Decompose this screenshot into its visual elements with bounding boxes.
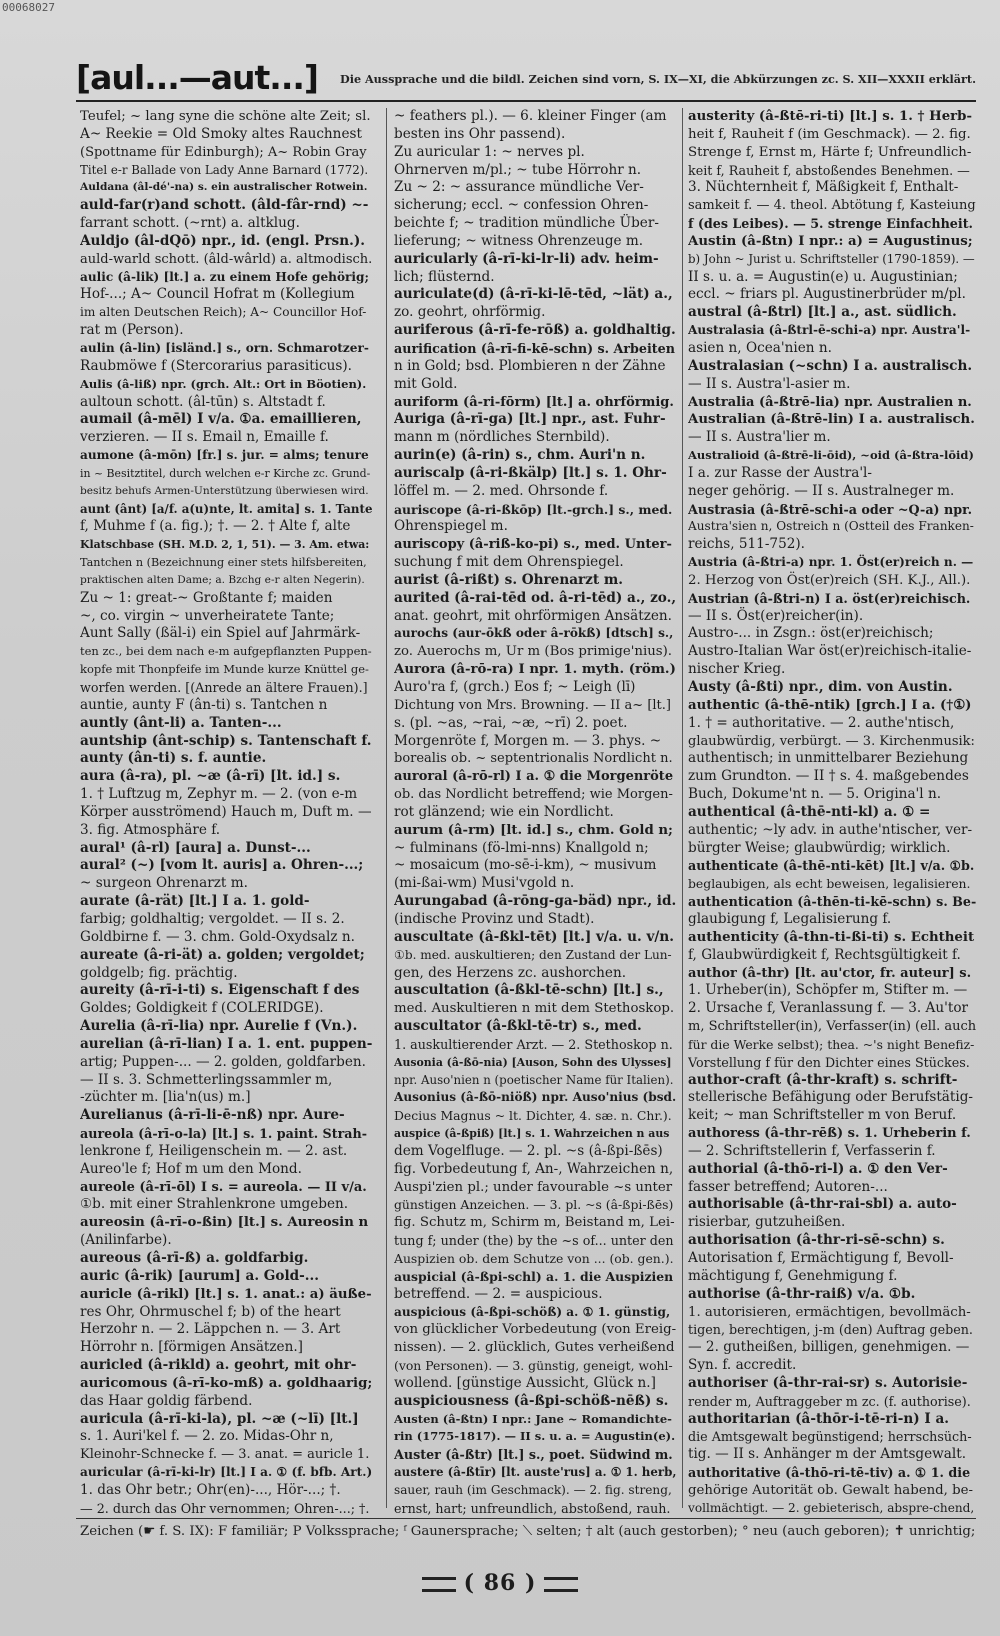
entry-line: sicherung; eccl. ~ confession Ohren- xyxy=(394,197,649,214)
entry-line: löffel m. — 2. med. Ohrsonde f. xyxy=(394,482,609,499)
entry-line: auricular (â-rī-ki-lr) [lt.] I a. ① (f. bfb. Art.) xyxy=(80,1465,372,1480)
entry-line: -züchter m. [lia'n(us) m.] xyxy=(80,1089,251,1106)
entry-line: farbig; goldhaltig; vergoldet. — II s. 2. xyxy=(80,910,345,927)
entry-line: tig. — II s. Anhänger m der Amtsgewalt. xyxy=(688,1446,967,1463)
entry-line: betreffend. — 2. = auspicious. xyxy=(394,1285,603,1302)
entry-line: Tantchen n (Bezeichnung einer stets hilfsbereiten, xyxy=(80,556,367,570)
entry-line: tigen, berechtigen, j-m (den) Auftrag geben. xyxy=(688,1322,973,1338)
entry-line: Aurungabad (â-rōng-ga-bäd) npr., id. xyxy=(394,893,676,910)
entry-line: rin (1775-1817). — II s. u. a. = Augustin(e). xyxy=(394,1429,676,1444)
entry-line: 1. Urheber(in), Schöpfer m, Stifter m. — xyxy=(688,982,968,999)
entry-line: 1. † Luftzug m, Zephyr m. — 2. (von e-m xyxy=(80,786,358,803)
entry-line: beichte f; ~ tradition mündliche Über- xyxy=(394,215,659,232)
entry-line: zo. Auerochs m, Ur m (Bos primige'nius). xyxy=(394,644,673,660)
entry-line: ①b. med. auskultieren; den Zustand der Lun- xyxy=(394,947,672,962)
entry-line: — II s. Austra'lier m. xyxy=(688,429,831,446)
entry-line: b) John ~ Jurist u. Schriftsteller (1790-1859). — xyxy=(688,251,975,266)
entry-line: auriculate(d) (â-rī-ki-lē-tēd, ~lät) a., xyxy=(394,286,673,303)
entry-line: auntie, aunty F (ân-ti) s. Tantchen n xyxy=(80,696,328,713)
entry-line: auriferous (â-rī-fe-rōß) a. goldhaltig. xyxy=(394,322,676,339)
entry-line: Aunt Sally (ßäl-i) ein Spiel auf Jahrmärk- xyxy=(80,625,361,642)
entry-line: ob. das Nordlicht betreffend; wie Morgen- xyxy=(394,787,673,803)
entry-line: anat. geohrt, mit ohrförmigen Ansätzen. xyxy=(394,607,672,624)
entry-line: Vorstellung f für den Dichter eines Stückes. xyxy=(688,1054,970,1070)
entry-line: Auspizien ob. dem Schutze von ... (ob. gen.). xyxy=(394,1251,674,1266)
page-number-row: ( 86 ) xyxy=(0,1570,1000,1596)
entry-line: austerity (â-ßtē-ri-ti) [lt.] s. 1. † Herb- xyxy=(688,109,972,124)
entry-line: Ohrnerven m/pl.; ~ tube Hörrohr n. xyxy=(394,161,642,178)
entry-line: heit f, Rauheit f (im Geschmack). — 2. fig. xyxy=(688,126,971,142)
entry-line: Ausonia (â-ßō-nia) [Auson, Sohn des Ulysses] xyxy=(394,1055,672,1069)
entry-line: Zu ~ 2: ~ assurance mündliche Ver- xyxy=(394,179,644,196)
footer-divider xyxy=(76,1518,976,1519)
entry-line: ~, co. virgin ~ unverheiratete Tante; xyxy=(80,607,335,624)
entry-line: authorise (â-thr-raiß) v/a. ①b. xyxy=(688,1285,916,1302)
entry-line: mächtigung f, Genehmigung f. xyxy=(688,1267,898,1284)
entry-line: — II s. Austra'l-asier m. xyxy=(688,375,851,392)
entry-line: Klatschbase (SH. M.D. 2, 1, 51). — 3. Am. etwa: xyxy=(80,538,370,552)
entry-line: Austrian (â-ßtri-n) I a. öst(er)reichisch. xyxy=(688,590,971,606)
entry-line: austral (â-ßtrl) [lt.] a., ast. südlich. xyxy=(688,304,957,321)
entry-line: auric (â-rik) [aurum] a. Gold-... xyxy=(80,1267,319,1284)
entry-line: 3. Nüchternheit f, Mäßigkeit f, Enthalt- xyxy=(688,179,959,196)
entry-line: ~ feathers pl.). — 6. kleiner Finger (am xyxy=(394,108,667,124)
entry-line: aura (â-ra), pl. ~æ (â-rī) [lt. id.] s. xyxy=(80,768,341,785)
entry-line: Aureo'le f; Hof m um den Mond. xyxy=(80,1160,302,1177)
entry-line: Hof-...; A~ Council Hofrat m (Kollegium xyxy=(80,286,355,303)
entry-line: res Ohr, Ohrmuschel f; b) of the heart xyxy=(80,1303,341,1320)
entry-line: aureosin (â-rī-o-ßin) [lt.] s. Aureosin n xyxy=(80,1215,369,1231)
entry-line: auscultation (â-ßkl-tē-schn) [lt.] s., xyxy=(394,982,664,999)
decorative-bar xyxy=(544,1577,578,1592)
entry-line: aural¹ (â-rl) [aura] a. Dunst-... xyxy=(80,839,311,856)
entry-line: Austen (â-ßtn) I npr.: Jane ~ Romandichte- xyxy=(394,1411,672,1426)
entry-line: — 2. Schriftstellerin f, Verfasserin f. xyxy=(688,1142,936,1159)
entry-line: m, Schriftsteller(in), Verfasser(in) (ell. auch xyxy=(688,1019,976,1035)
entry-line: 1. das Ohr betr.; Ohr(en)-..., Hör-...; †. xyxy=(80,1481,341,1498)
entry-line: Aurora (â-rō-ra) I npr. 1. myth. (röm.) xyxy=(394,662,676,678)
entry-line: aureole (â-rī-ōl) I s. = aureola. — II v/a. xyxy=(80,1179,367,1195)
entry-line: Buch, Dokume'nt n. — 5. Origina'l n. xyxy=(688,786,942,803)
entry-line: authenticity (â-thn-ti-ßi-ti) s. Echtheit xyxy=(688,929,975,945)
entry-line: author (â-thr) [lt. au'ctor, fr. auteur] s. xyxy=(688,965,972,981)
entry-line: stellerische Befähigung oder Berufstätig- xyxy=(688,1089,974,1106)
entry-line: authorial (â-thō-ri-l) a. ① den Ver- xyxy=(688,1160,948,1177)
entry-line: Aulis (â-liß) npr. (grch. Alt.: Ort in Böotien). xyxy=(80,376,367,391)
entry-line: aurelian (â-rī-lian) I a. 1. ent. puppen- xyxy=(80,1035,372,1052)
entry-line: ~ mosaicum (mo-sē-i-km), ~ musivum xyxy=(394,857,657,874)
entry-line: Austro-... in Zsgn.: öst(er)reichisch; xyxy=(688,625,934,642)
entry-line: aurum (â-rm) [lt. id.] s., chm. Gold n; xyxy=(394,822,673,838)
entry-line: samkeit f. — 4. theol. Abtötung f, Kasteiung xyxy=(688,198,976,214)
entry-line: I a. zur Rasse der Austra'l- xyxy=(688,464,873,481)
entry-line: aunty (ân-ti) s. f. auntie. xyxy=(80,750,267,767)
scan-id: 00068027 xyxy=(2,1,55,14)
entry-line: aurochs (aur-ōkß oder â-rōkß) [dtsch] s., xyxy=(394,626,674,641)
entry-line: farrant schott. (~rnt) a. altklug. xyxy=(80,215,300,232)
entry-line: suchung f mit dem Ohrenspiegel. xyxy=(394,554,624,571)
entry-line: ~ surgeon Ohrenarzt m. xyxy=(80,875,248,892)
entry-line: Austra'sien n, Ostreich n (Ostteil des Franken- xyxy=(688,519,974,534)
entry-line: Auldjo (âl-dQō) npr., id. (engl. Prsn.). xyxy=(80,232,365,249)
entry-line: auscultator (â-ßkl-tē-tr) s., med. xyxy=(394,1018,642,1035)
entry-line: worfen werden. [(Anrede an ältere Frauen).] xyxy=(80,680,368,695)
entry-line: aurited (â-rai-tēd od. â-ri-tēd) a., zo., xyxy=(394,589,676,606)
entry-line: borealis ob. ~ septentrionalis Nordlicht n. xyxy=(394,751,673,767)
column-1 xyxy=(80,108,372,1518)
entry-line: Ausonius (â-ßō-niöß) npr. Auso'nius (bsd. xyxy=(394,1090,676,1105)
entry-line: austere (â-ßtīr) [lt. auste'rus] a. ① 1. herb, xyxy=(394,1465,676,1480)
entry-line: II s. u. a. = Augustin(e) u. Augustinian; xyxy=(688,268,958,285)
entry-line: 3. fig. Atmosphäre f. xyxy=(80,821,221,838)
entry-line: risierbar, gutzuheißen. xyxy=(688,1214,846,1231)
entry-line: ~ fulminans (fö-lmi-nns) Knallgold n; xyxy=(394,839,649,856)
entry-line: in ~ Besitztitel, durch welchen e-r Kirche zc. Grund- xyxy=(80,466,371,480)
entry-line: f, Muhme f (a. fig.); †. — 2. † Alte f, alte xyxy=(80,518,351,535)
entry-line: zo. geohrt, ohrförmig. xyxy=(394,304,546,321)
entry-line: (mi-ßai-wm) Musi'vgold n. xyxy=(394,875,575,892)
entry-line: authentication (â-thēn-ti-kē-schn) s. Be- xyxy=(688,894,976,910)
entry-line: n in Gold; bsd. Plombieren n der Zähne xyxy=(394,357,666,374)
entry-line: beglaubigen, als echt beweisen, legalisieren. xyxy=(688,876,971,892)
entry-line: Auldana (âl-dé'-na) s. ein australischer Rotwein. xyxy=(80,181,368,194)
entry-line: vollmächtigt. — 2. gebieterisch, abspre-chend, xyxy=(688,1500,975,1515)
entry-line: goldgelb; fig. prächtig. xyxy=(80,964,238,981)
entry-line: authentisch; in unmittelbarer Beziehung xyxy=(688,750,969,767)
entry-line: Aurelianus (â-rī-li-ē-nß) npr. Aure- xyxy=(80,1107,345,1124)
column-divider xyxy=(386,108,387,1508)
entry-line: auriscalp (â-ri-ßkälp) [lt.] s. 1. Ohr- xyxy=(394,464,667,481)
entry-line: Auriga (â-rī-ga) [lt.] npr., ast. Fuhr- xyxy=(394,411,666,428)
entry-line: nischer Krieg. xyxy=(688,661,786,678)
entry-line: auricle (â-rikl) [lt.] s. 1. anat.: a) äuße- xyxy=(80,1286,372,1302)
entry-line: lich; flüsternd. xyxy=(394,268,495,285)
entry-line: Autorisation f, Ermächtigung f, Bevoll- xyxy=(688,1250,954,1266)
entry-line: glaubwürdig, verbürgt. — 3. Kirchenmusik: xyxy=(688,733,975,749)
entry-line: aultoun schott. (âl-tūn) s. Altstadt f. xyxy=(80,393,326,410)
entry-line: verzieren. — II s. Email n, Emaille f. xyxy=(80,429,329,446)
entry-line: auriscopy (â-riß-ko-pi) s., med. Unter- xyxy=(394,537,672,553)
entry-line: für die Werke selbst); thea. ~'s night Benefiz- xyxy=(688,1036,975,1052)
entry-line: aumail (â-mēl) I v/a. ①a. emaillieren, xyxy=(80,411,362,428)
entry-line: — 2. gutheißen, billigen, genehmigen. — xyxy=(688,1339,970,1356)
entry-line: ①b. mit einer Strahlenkrone umgeben. xyxy=(80,1196,349,1213)
entry-line: 1. autorisieren, ermächtigen, bevollmäch- xyxy=(688,1304,971,1320)
entry-line: zum Grundton. — II † s. 4. maßgebendes xyxy=(688,768,969,785)
entry-line: aureity (â-rī-i-ti) s. Eigenschaft f des xyxy=(80,982,360,999)
entry-line: — 2. durch das Ohr vernommen; Ohren-...; †. xyxy=(80,1500,370,1516)
entry-line: authoress (â-thr-rēß) s. 1. Urheberin f. xyxy=(688,1126,971,1142)
entry-line: Austy (â-ßti) npr., dim. von Austin. xyxy=(688,679,953,695)
entry-line: npr. Auso'nien n (poetischer Name für Italien). xyxy=(394,1072,674,1087)
entry-line: s. (pl. ~as, ~rai, ~æ, ~rī) 2. poet. xyxy=(394,714,628,731)
entry-line: das Haar goldig färbend. xyxy=(80,1392,253,1409)
entry-line: aurin(e) (â-rin) s., chm. Auri'n n. xyxy=(394,447,646,464)
entry-line: Ohrenspiegel m. xyxy=(394,518,508,535)
entry-line: günstigen Anzeichen. — 3. pl. ~s (â-ßpi-ßēs) xyxy=(394,1197,674,1213)
entry-line: Raubmöwe f (Stercorarius parasiticus). xyxy=(80,357,352,374)
column-divider xyxy=(682,108,683,1508)
entry-line: Dichtung von Mrs. Browning. — II a~ [lt.] xyxy=(394,697,671,713)
entry-line: Australian (â-ßtrē-lin) I a. australisch. xyxy=(688,412,975,428)
entry-line: authoriser (â-thr-rai-sr) s. Autorisie- xyxy=(688,1374,968,1391)
entry-line: 1. † = authoritative. — 2. authe'ntisch, xyxy=(688,714,955,731)
entry-line: 1. auskultierender Arzt. — 2. Stethoskop n. xyxy=(394,1036,673,1052)
entry-line: auspicial (â-ßpi-schl) a. 1. die Auspizien xyxy=(394,1268,674,1284)
entry-line: — II s. Öst(er)reicher(in). xyxy=(688,607,864,624)
entry-line: Goldbirne f. — 3. chm. Gold-Oxydsalz n. xyxy=(80,928,355,945)
entry-line: 2. Herzog von Öst(er)reich (SH. K.J., All.). xyxy=(688,572,971,588)
entry-line: keit; ~ man Schriftsteller m von Beruf. xyxy=(688,1107,957,1124)
entry-line: die Amtsgewalt begünstigend; herrschsüch- xyxy=(688,1429,972,1445)
entry-line: (indische Provinz und Stadt). xyxy=(394,910,595,927)
entry-line: auspicious (â-ßpi-schöß) a. ① 1. günstig, xyxy=(394,1304,671,1319)
entry-line: glaubigung f, Legalisierung f. xyxy=(688,910,892,927)
entry-line: auricomous (â-rī-ko-mß) a. goldhaarig; xyxy=(80,1375,372,1391)
entry-line: Körper ausströmend) Hauch m, Duft m. — xyxy=(80,803,372,820)
entry-line: authorisable (â-thr-rai-sbl) a. auto- xyxy=(688,1196,957,1213)
entry-line: aumone (â-mōn) [fr.] s. jur. = alms; tenure xyxy=(80,448,369,463)
entry-line: (Anilinfarbe). xyxy=(80,1232,172,1249)
entry-line: authoritative (â-thō-ri-tē-tiv) a. ① 1. die xyxy=(688,1465,971,1481)
entry-line: Australasia (â-ßtrl-ē-schi-a) npr. Austra'l- xyxy=(688,323,971,338)
entry-line: Australasian (~schn) I a. australisch. xyxy=(688,357,973,374)
entry-line: render m, Auftraggeber m zc. (f. authorise). xyxy=(688,1393,971,1409)
entry-line: praktischen alten Dame; a. Bzchg e-r alten Negerin). xyxy=(80,573,365,586)
entry-line: — II s. 3. Schmetterlingssammler m, xyxy=(80,1071,333,1088)
entry-line: auricularly (â-rī-ki-lr-li) adv. heim- xyxy=(394,250,659,267)
entry-line: Australioid (â-ßtrē-li-ōid), ~oid (â-ßtra-lōid) xyxy=(688,448,974,463)
entry-line: aurification (â-rī-fi-kē-schn) s. Arbeiten xyxy=(394,340,675,356)
entry-line: aulin (â-lin) [isländ.] s., orn. Schmarotzer- xyxy=(80,340,369,355)
entry-line: aureous (â-rī-ß) a. goldfarbig. xyxy=(80,1250,309,1266)
column-3 xyxy=(688,108,976,1518)
entry-line: Austrasia (â-ßtrē-schi-a oder ~Q-a) npr. xyxy=(688,501,972,517)
entry-line: besitz behufs Armen-Unterstützung überwiesen wird. xyxy=(80,484,369,497)
entry-line: nissen). — 2. glücklich, Gutes verheißend xyxy=(394,1340,675,1356)
entry-line: fig. Vorbedeutung f, An-, Wahrzeichen n, xyxy=(394,1160,674,1177)
entry-line: f, Glaubwürdigkeit f, Rechtsgültigkeit f. xyxy=(688,946,961,963)
entry-line: von glücklicher Vorbedeutung (von Ereig- xyxy=(394,1322,676,1338)
entry-line: gehörige Autorität ob. Gewalt habend, be- xyxy=(688,1482,974,1498)
entry-line: Teufel; ~ lang syne die schöne alte Zeit; sl. xyxy=(80,109,371,124)
entry-line: authentic (â-thē-ntik) [grch.] I a. (†①) xyxy=(688,697,972,713)
entry-line: auriform (â-ri-fōrm) [lt.] a. ohrförmig. xyxy=(394,394,674,410)
entry-line: auscultate (â-ßkl-tēt) [lt.] v/a. u. v/n. xyxy=(394,928,674,945)
entry-line: auspice (â-ßpiß) [lt.] s. 1. Wahrzeichen n aus xyxy=(394,1127,670,1141)
entry-line: auspiciousness (â-ßpi-schöß-nēß) s. xyxy=(394,1392,669,1409)
entry-line: gen, des Herzens zc. aushorchen. xyxy=(394,964,627,981)
entry-line: lieferung; ~ witness Ohrenzeuge m. xyxy=(394,232,644,249)
entry-line: auroral (â-rō-rl) I a. ① die Morgenröte xyxy=(394,769,674,785)
entry-line: eccl. ~ friars pl. Augustinerbrüder m/pl. xyxy=(688,286,966,303)
entry-line: Austin (â-ßtn) I npr.: a) = Augustinus; xyxy=(688,233,973,249)
entry-line: Aurelia (â-rī-lia) npr. Aurelie f (Vn.). xyxy=(80,1018,358,1035)
entry-line: auriscope (â-ri-ßkōp) [lt.-grch.] s., med. xyxy=(394,501,673,517)
page-number: 86 xyxy=(483,1570,517,1596)
entry-line: s. 1. Auri'kel f. — 2. zo. Midas-Ohr n, xyxy=(80,1428,334,1445)
header-note: Die Aussprache und die bildl. Zeichen sind vorn, S. IX—XI, die Abkürzungen zc. S. XII—XXXII erklärt. xyxy=(340,72,976,86)
entry-line: auntship (ânt-schip) s. Tantenschaft f. xyxy=(80,732,372,749)
entry-line: Herzohr n. — 2. Läppchen n. — 3. Art xyxy=(80,1321,341,1338)
entry-line: wollend. [günstige Aussicht, Glück n.] xyxy=(394,1374,656,1391)
entry-line: Kleinohr-Schnecke f. — 3. anat. = auricle 1. xyxy=(80,1447,370,1463)
entry-line: Strenge f, Ernst m, Härte f; Unfreundlich- xyxy=(688,144,972,160)
entry-line: mit Gold. xyxy=(394,375,458,392)
entry-line: im alten Deutschen Reich); A~ Councillor Hof- xyxy=(80,305,367,320)
entry-line: rat m (Person). xyxy=(80,322,184,339)
entry-line: auricled (â-rikld) a. geohrt, mit ohr- xyxy=(80,1357,357,1374)
entry-line: auricula (â-rī-ki-la), pl. ~æ (~lī) [lt.] xyxy=(80,1410,359,1427)
entry-line: Auster (â-ßtr) [lt.] s., poet. Südwind m. xyxy=(394,1447,673,1463)
entry-line: auntly (ânt-li) a. Tanten-... xyxy=(80,714,282,731)
entry-line: Goldes; Goldigkeit f (COLERIDGE). xyxy=(80,1000,324,1017)
entry-line: Auspi'zien pl.; under favourable ~s unter xyxy=(394,1179,673,1195)
entry-line: fasser betreffend; Autoren-... xyxy=(688,1178,888,1195)
entry-line: rot glänzend; wie ein Nordlicht. xyxy=(394,803,614,820)
entry-line: dem Vogelfluge. — 2. pl. ~s (â-ßpi-ßēs) xyxy=(394,1142,663,1159)
entry-line: bürgter Weise; glaubwürdig; wirklich. xyxy=(688,839,951,856)
entry-line: fig. Schutz m, Schirm m, Beistand m, Lei- xyxy=(394,1215,675,1231)
entry-line: mann m (nördliches Sternbild). xyxy=(394,429,610,446)
entry-line: Decius Magnus ~ lt. Dichter, 4. sæ. n. Chr.). xyxy=(394,1108,672,1124)
entry-line: 2. Ursache f, Veranlassung f. — 3. Au'tor xyxy=(688,1000,969,1017)
entry-line: authorisation (â-thr-ri-sē-schn) s. xyxy=(688,1232,945,1249)
entry-line: Zu ~ 1: great-~ Großtante f; maiden xyxy=(80,589,333,606)
entry-line: Zu auricular 1: ~ nerves pl. xyxy=(394,143,585,160)
entry-line: tung f; under (the) by the ~s of... unter den xyxy=(394,1233,674,1249)
entry-line: reichs, 511-752). xyxy=(688,536,805,553)
entry-line: Austria (â-ßtri-a) npr. 1. Öst(er)reich n. — xyxy=(688,555,974,570)
entry-line: aureate (â-ri-ät) a. golden; vergoldet; xyxy=(80,946,365,963)
entry-line: authenticate (â-thē-nti-kēt) [lt.] v/a. ①b. xyxy=(688,858,975,874)
entry-line: authoritarian (â-thōr-i-tē-ri-n) I a. xyxy=(688,1410,950,1427)
entry-line: aurist (â-rißt) s. Ohrenarzt m. xyxy=(394,571,624,588)
entry-line: Titel e-r Ballade von Lady Anne Barnard (1772). xyxy=(80,162,369,177)
page-header xyxy=(76,58,976,102)
entry-line: Australia (â-ßtrē-lia) npr. Australien n. xyxy=(688,394,972,410)
entry-line: auld-far(r)and schott. (âld-fâr-rnd) ~- xyxy=(80,197,369,214)
entry-line: besten ins Ohr passend). xyxy=(394,125,566,142)
entry-line: f (des Leibes). — 5. strenge Einfachheit. xyxy=(688,216,973,232)
entry-line: author-craft (â-thr-kraft) s. schrift- xyxy=(688,1071,958,1088)
entry-line: artig; Puppen-... — 2. golden, goldfarben. xyxy=(80,1053,366,1070)
entry-line: Hörrohr n. [förmigen Ansätzen.] xyxy=(80,1339,303,1356)
entry-line: authentical (â-thē-nti-kl) a. ① = xyxy=(688,803,931,820)
symbol-legend: Zeichen (☛ f. S. IX): F familiär; P Volkssprache; ᶠ Gaunersprache; ⟍ selten; † alt (auch gestorben); ° neu (auch geboren); ✝ unrichtig; xyxy=(80,1524,976,1539)
entry-line: Austro-Italian War öst(er)reichisch-italie- xyxy=(688,643,972,660)
column-2 xyxy=(394,108,676,1518)
entry-line: asien n, Ocea'nien n. xyxy=(688,339,832,356)
entry-line: med. Auskultieren n mit dem Stethoskop. xyxy=(394,1001,675,1017)
header-keyword: [aul...—aut...] xyxy=(76,58,318,97)
entry-line: aurate (â-rät) [lt.] I a. 1. gold- xyxy=(80,893,310,910)
entry-line: (von Personen). — 3. günstig, geneigt, wohl- xyxy=(394,1358,673,1374)
entry-line: Auro'ra f, (grch.) Eos f; ~ Leigh (lī) xyxy=(394,679,636,695)
decorative-bar xyxy=(422,1577,456,1592)
entry-line: aulic (â-lik) [lt.] a. zu einem Hofe gehörig; xyxy=(80,269,369,284)
entry-line: lenkrone f, Heiligenschein m. — 2. ast. xyxy=(80,1142,348,1159)
entry-line: ten zc., bei dem nach e-m aufgepflanzten Puppen- xyxy=(80,644,372,659)
entry-line: Syn. f. accredit. xyxy=(688,1357,797,1374)
entry-line: aural² (~) [vom lt. auris] a. Ohren-...; xyxy=(80,857,364,874)
entry-line: authentic; ~ly adv. in authe'ntischer, ver- xyxy=(688,821,973,838)
entry-line: aureola (â-rī-o-la) [lt.] s. 1. paint. Strah- xyxy=(80,1126,367,1142)
entry-line: aunt (ânt) [a/f. a(u)nte, lt. amita] s. 1. Tante xyxy=(80,501,372,516)
entry-line: neger gehörig. — II s. Australneger m. xyxy=(688,482,955,499)
entry-line: (Spottname für Edinburgh); A~ Robin Gray xyxy=(80,144,367,160)
entry-line: auld-warld schott. (âld-wârld) a. altmodisch. xyxy=(80,251,372,267)
entry-line: kopfe mit Thonpfeife im Munde kurze Knüttel ge- xyxy=(80,662,369,677)
entry-line: A~ Reekie = Old Smoky altes Rauchnest xyxy=(80,125,362,142)
entry-line: keit f, Rauheit f, abstoßendes Benehmen. — xyxy=(688,162,970,178)
entry-line: ernst, hart; unfreundlich, abstoßend, rauh. xyxy=(394,1500,671,1516)
entry-line: sauer, rauh (im Geschmack). — 2. fig. streng, xyxy=(394,1482,672,1497)
entry-line: Morgenröte f, Morgen m. — 3. phys. ~ xyxy=(394,732,662,749)
